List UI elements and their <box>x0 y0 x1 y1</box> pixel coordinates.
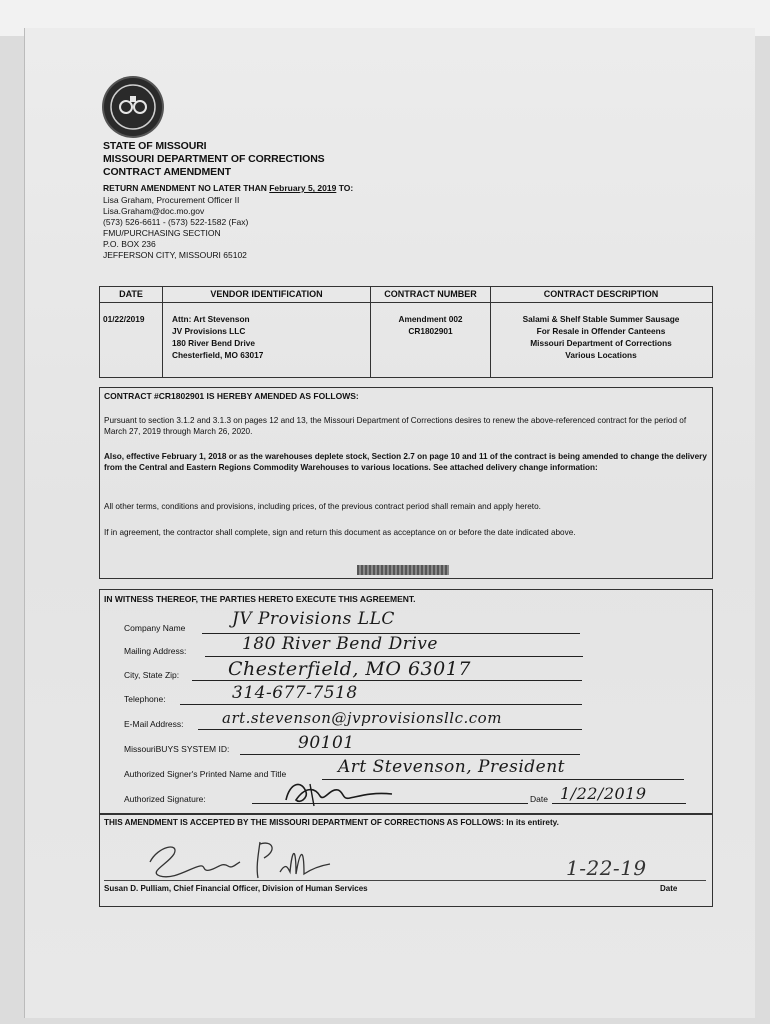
label-mailing: Mailing Address: <box>124 646 187 656</box>
header-state: STATE OF MISSOURI <box>103 140 207 152</box>
acceptance-title: THIS AMENDMENT IS ACCEPTED BY THE MISSOURI DEPARTMENT OF CORRECTIONS AS FOLLOWS: In its entirety. <box>104 818 559 827</box>
mailing-address-field[interactable]: 180 River Bend Drive <box>242 634 438 654</box>
label-telephone: Telephone: <box>124 694 166 704</box>
department-seal-icon <box>104 78 162 136</box>
witness-box <box>99 589 713 815</box>
cell-description: Salami & Shelf Stable Summer Sausage For Resale in Offender Canteens Missouri Department of Corrections Various Locations <box>522 314 680 360</box>
vendor-date-field[interactable]: 1/22/2019 <box>560 784 647 803</box>
acceptance-scope: In its entirety. <box>506 818 559 827</box>
acceptance-date-label: Date <box>660 884 678 893</box>
label-email: E-Mail Address: <box>124 719 184 729</box>
cell-contract-number: Amendment 002 CR1802901 <box>398 314 463 336</box>
col-header-contract-number: CONTRACT NUMBER <box>384 289 477 299</box>
field-line <box>205 656 583 657</box>
label-signature: Authorized Signature: <box>124 794 206 804</box>
amendment-title: CONTRACT #CR1802901 IS HEREBY AMENDED AS FOLLOWS: <box>104 391 359 401</box>
col-header-description: CONTRACT DESCRIPTION <box>543 289 659 299</box>
signature-line <box>104 880 706 881</box>
label-missouribuys: MissouriBUYS SYSTEM ID: <box>124 744 230 754</box>
redacted-bar <box>357 565 449 575</box>
return-deadline: February 5, 2019 <box>269 183 337 193</box>
amendment-paragraph-terms: All other terms, conditions and provisions, including prices, of the previous contract period shall remain and apply hereto. <box>104 502 541 511</box>
witness-title: IN WITNESS THEREOF, THE PARTIES HERETO EXECUTE THIS AGREEMENT. <box>104 594 416 604</box>
col-header-date: DATE <box>119 289 143 299</box>
table-divider <box>99 302 713 303</box>
return-address: Lisa Graham, Procurement Officer II Lisa.Graham@doc.mo.gov (573) 526-6611 - (573) 522-1582 (Fax) FMU/PURCHASING SECTION P.O. BOX 236 JEFFERSON CITY, MISSOURI 65102 <box>103 195 249 260</box>
label-company: Company Name <box>124 623 186 633</box>
label-date: Date <box>530 794 548 804</box>
telephone-field[interactable]: 314-677-7518 <box>232 683 358 703</box>
city-state-zip-field[interactable]: Chesterfield, MO 63017 <box>228 658 471 680</box>
vendor-signature[interactable] <box>280 778 400 808</box>
field-line <box>180 704 582 705</box>
field-line <box>552 803 686 804</box>
label-city: City, State Zip: <box>124 670 180 680</box>
cell-date: 01/22/2019 <box>103 314 145 324</box>
department-signature <box>140 832 340 884</box>
field-line <box>192 680 582 681</box>
missouribuys-id-field[interactable]: 90101 <box>298 733 355 753</box>
field-line <box>240 754 580 755</box>
company-name-field[interactable]: JV Provisions LLC <box>232 609 395 629</box>
table-divider <box>162 286 163 378</box>
amendment-paragraph-renewal: Pursuant to section 3.1.2 and 3.1.3 on pages 12 and 13, the Missouri Department of Corrections desires to renew the above-referenced contract for the period of March 27, 2019 through March 26, 2020. <box>104 416 687 436</box>
signer-name-field[interactable]: Art Stevenson, President <box>338 757 566 777</box>
acceptance-signer: Susan D. Pulliam, Chief Financial Officer, Division of Human Services <box>104 884 368 893</box>
amendment-paragraph-delivery: Also, effective February 1, 2018 or as the warehouses deplete stock, Section 2.7 on page 10 and 11 of the contract is being amended to change the delivery from the Central and Eastern Regions Commodity Warehouses to various locations. See attached delivery change information: <box>104 452 707 472</box>
header-title: CONTRACT AMENDMENT <box>103 166 231 178</box>
header-department: MISSOURI DEPARTMENT OF CORRECTIONS <box>103 153 325 165</box>
acceptance-date-handwritten: 1-22-19 <box>566 856 647 880</box>
field-line <box>198 729 582 730</box>
label-signer: Authorized Signer's Printed Name and Title <box>124 769 287 779</box>
col-header-vendor: VENDOR IDENTIFICATION <box>210 289 323 299</box>
email-field[interactable]: art.stevenson@jvprovisionsllc.com <box>222 709 502 727</box>
amendment-paragraph-agreement: If in agreement, the contractor shall complete, sign and return this document as acceptance on or before the date indicated above. <box>104 528 576 537</box>
return-line: RETURN AMENDMENT NO LATER THAN February 5, 2019 TO: <box>103 183 354 193</box>
cell-vendor: Attn: Art Stevenson JV Provisions LLC 180 River Bend Drive Chesterfield, MO 63017 <box>172 314 264 360</box>
